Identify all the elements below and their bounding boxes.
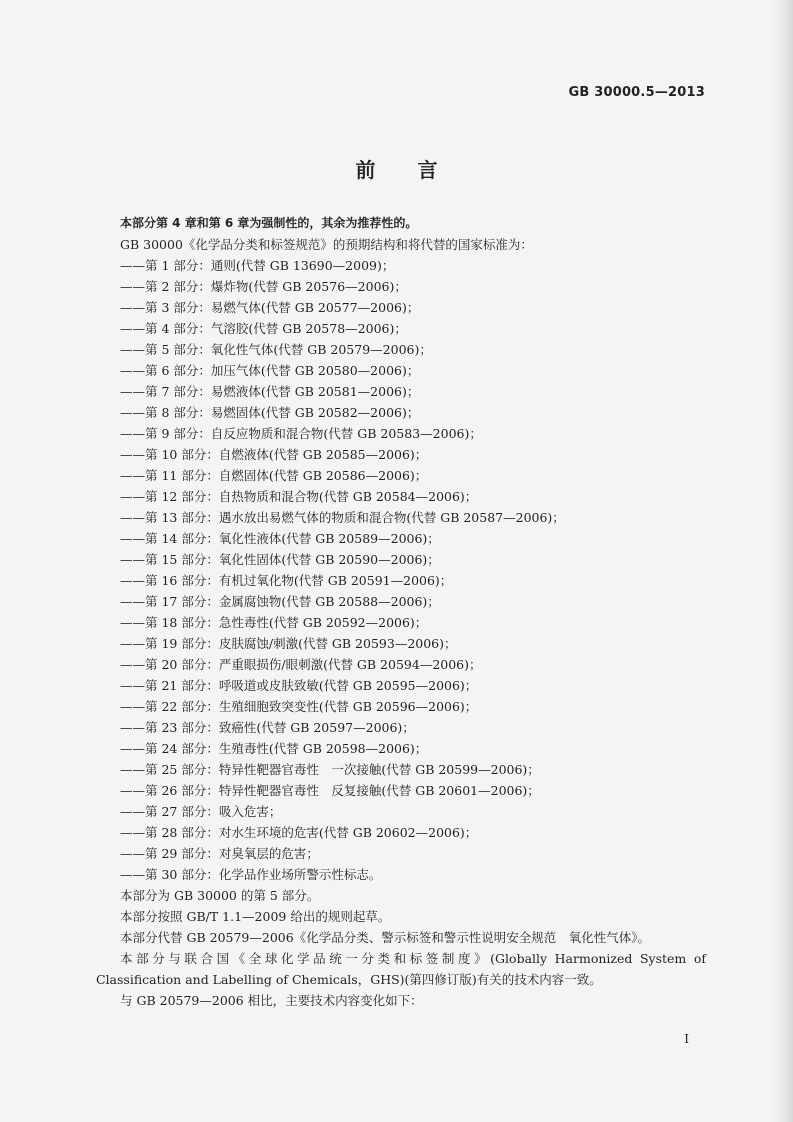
part-list-item: ——第 20 部分：严重眼损伤/眼刺激(代替 GB 20594—2006)； [120,657,482,672]
part-list-item: ——第 1 部分：通则(代替 GB 13690—2009)； [120,258,395,273]
closing-paragraph-3: 本部分代替 GB 20579—2006《化学品分类、警示标签和警示性说明安全规范 氧化性气体》。 [120,930,650,945]
part-list-item: ——第 24 部分：生殖毒性(代替 GB 20598—2006)； [120,741,428,756]
closing-paragraph-4-line-1: 本部分与联合国《全球化学品统一分类和标签制度》(Globally Harmonized System of [120,951,706,966]
part-list-item: ——第 8 部分：易燃固体(代替 GB 20582—2006)； [120,405,420,420]
part-list-item: ——第 10 部分：自燃液体(代替 GB 20585—2006)； [120,447,428,462]
closing-paragraph-2: 本部分按照 GB/T 1.1—2009 给出的规则起草。 [120,909,391,924]
closing-paragraph-4-line-2: Classification and Labelling of Chemicals，GHS)(第四修订版)有关的技术内容一致。 [96,972,602,987]
part-list-item: ——第 16 部分：有机过氧化物(代替 GB 20591—2006)； [120,573,453,588]
part-list-item: ——第 14 部分：氧化性液体(代替 GB 20589—2006)； [120,531,440,546]
closing-paragraph-1: 本部分为 GB 30000 的第 5 部分。 [120,888,320,903]
part-list-item: ——第 19 部分：皮肤腐蚀/刺激(代替 GB 20593—2006)； [120,636,457,651]
part-list-item: ——第 22 部分：生殖细胞致突变性(代替 GB 20596—2006)； [120,699,478,714]
part-list-item: ——第 17 部分：金属腐蚀物(代替 GB 20588—2006)； [120,594,440,609]
part-list-item: ——第 26 部分：特异性靶器官毒性 反复接触(代替 GB 20601—2006)； [120,783,540,798]
part-list-item: ——第 23 部分：致癌性(代替 GB 20597—2006)； [120,720,415,735]
part-list-item: ——第 28 部分：对水生环境的危害(代替 GB 20602—2006)； [120,825,478,840]
part-list-item: ——第 25 部分：特异性靶器官毒性 一次接触(代替 GB 20599—2006)； [120,762,540,777]
part-list-item: ——第 15 部分：氧化性固体(代替 GB 20590—2006)； [120,552,440,567]
part-list-item: ——第 3 部分：易燃气体(代替 GB 20577—2006)； [120,300,420,315]
structure-intro: GB 30000《化学品分类和标签规范》的预期结构和将代替的国家标准为： [120,237,533,252]
part-list-item: ——第 18 部分：急性毒性(代替 GB 20592—2006)； [120,615,428,630]
mandatory-statement: 本部分第 4 章和第 6 章为强制性的，其余为推荐性的。 [120,216,418,230]
part-list-item: ——第 12 部分：自热物质和混合物(代替 GB 20584—2006)； [120,489,478,504]
parts-list [96,255,706,885]
page-title: 前言 [355,158,480,182]
standard-number: GB 30000.5—2013 [568,85,705,100]
part-list-item: ——第 30 部分：化学品作业场所警示性标志。 [120,867,382,882]
part-list-item: ——第 21 部分：呼吸道或皮肤致敏(代替 GB 20595—2006)； [120,678,478,693]
part-list-item: ——第 11 部分：自燃固体(代替 GB 20586—2006)； [120,468,428,483]
part-list-item: ——第 13 部分：遇水放出易燃气体的物质和混合物(代替 GB 20587—2006)； [120,510,565,525]
document-body [96,213,706,1011]
part-list-item: ——第 7 部分：易燃液体(代替 GB 20581—2006)； [120,384,420,399]
page-number: I [684,1032,689,1046]
part-list-item: ——第 2 部分：爆炸物(代替 GB 20576—2006)； [120,279,407,294]
part-list-item: ——第 6 部分：加压气体(代替 GB 20580—2006)； [120,363,420,378]
part-list-item: ——第 9 部分：自反应物质和混合物(代替 GB 20583—2006)； [120,426,482,441]
part-list-item: ——第 5 部分：氧化性气体(代替 GB 20579—2006)； [120,342,432,357]
part-list-item: ——第 4 部分：气溶胶(代替 GB 20578—2006)； [120,321,407,336]
closing-paragraph-5: 与 GB 20579—2006 相比，主要技术内容变化如下： [120,993,423,1008]
part-list-item: ——第 27 部分：吸入危害； [120,804,282,819]
part-list-item: ——第 29 部分：对臭氧层的危害； [120,846,319,861]
